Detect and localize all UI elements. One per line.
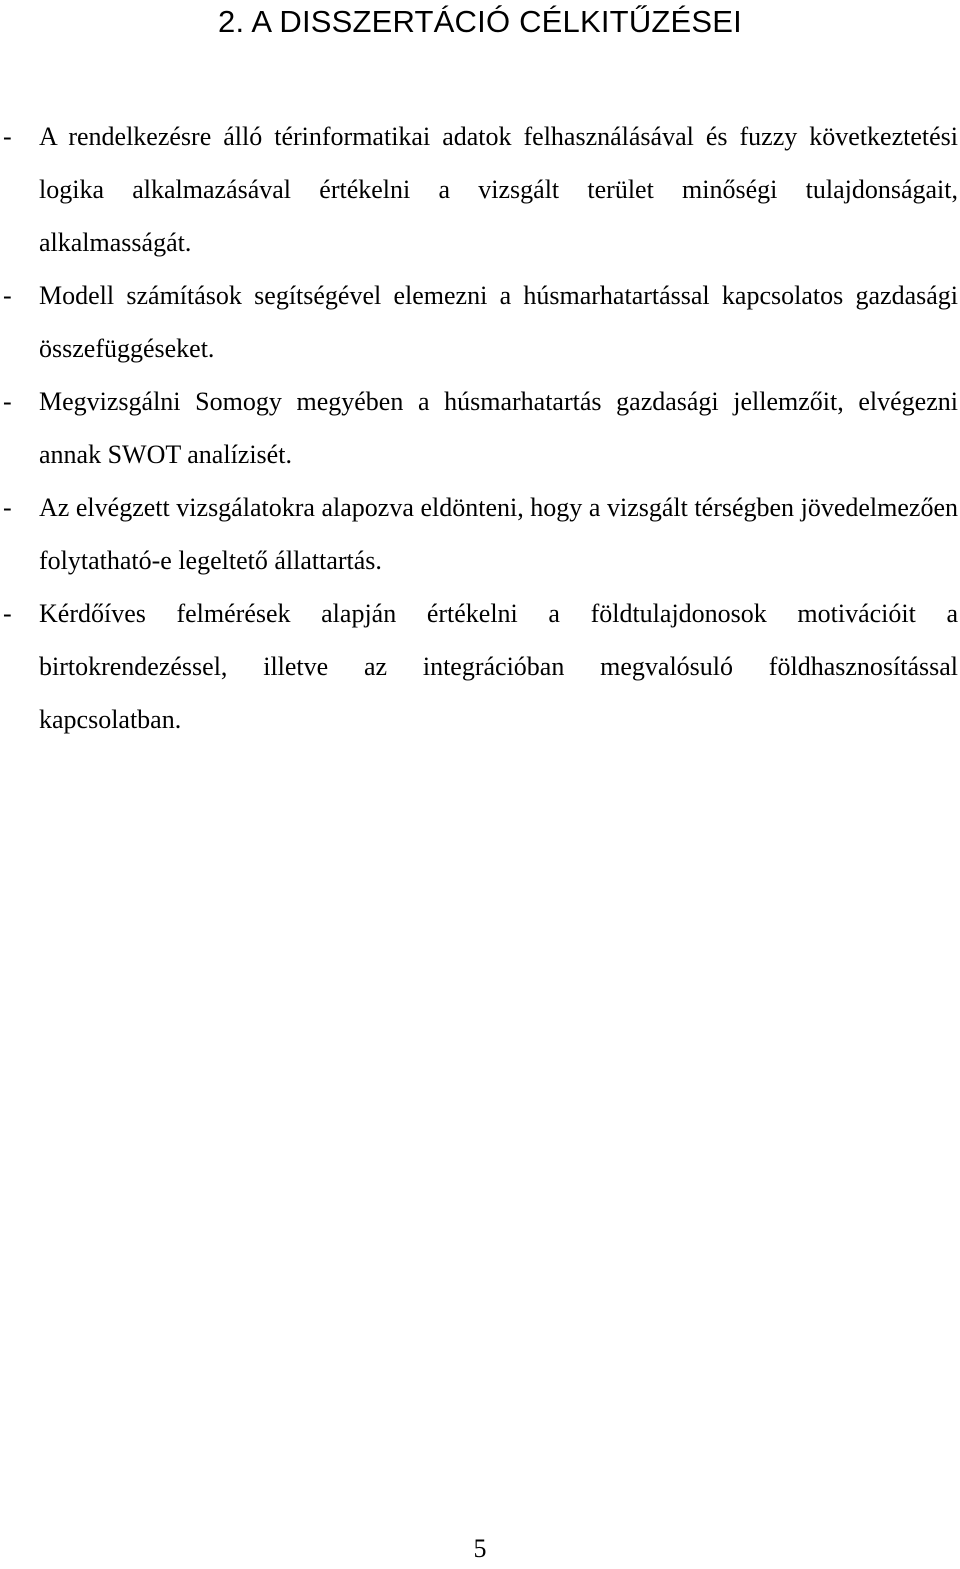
page-number: 5 (473, 1534, 487, 1563)
objective-item (0, 587, 958, 746)
bullet-dash: - (3, 281, 12, 310)
bullet-dash: - (3, 387, 12, 416)
objective-text: Az elvégzett vizsgálatokra alapozva eldönteni, hogy a vizsgált térségben jövedelmezően folytatható-e legeltető állattartás. (39, 493, 958, 575)
objective-text: A rendelkezésre álló térinformatikai adatok felhasználásával és fuzzy következtetési logika alkalmazásával értékelni a vizsgált terület minőségi tulajdonságait, alkalmasságát. (39, 122, 958, 257)
section-heading: 2. A DISSZERTÁCIÓ CÉLKITŰZÉSEI (218, 4, 742, 39)
objective-text: Kérdőíves felmérések alapján értékelni a földtulajdonosok motivációit a birtokrendezéssel, illetve az integrációban megvalósuló földhasznosítással kapcsolatban. (39, 599, 958, 734)
objective-text: Megvizsgálni Somogy megyében a húsmarhatartás gazdasági jellemzőit, elvégezni annak SWOT analízisét. (39, 387, 958, 469)
objective-text: Modell számítások segítségével elemezni a húsmarhatartással kapcsolatos gazdasági összefüggéseket. (39, 281, 958, 363)
bullet-dash: - (3, 122, 12, 151)
objective-item (0, 375, 958, 481)
bullet-dash: - (3, 493, 12, 522)
objectives-list (0, 110, 958, 746)
objective-item (0, 269, 958, 375)
bullet-dash: - (3, 599, 12, 628)
objective-item (0, 481, 958, 587)
objective-item (0, 110, 958, 269)
